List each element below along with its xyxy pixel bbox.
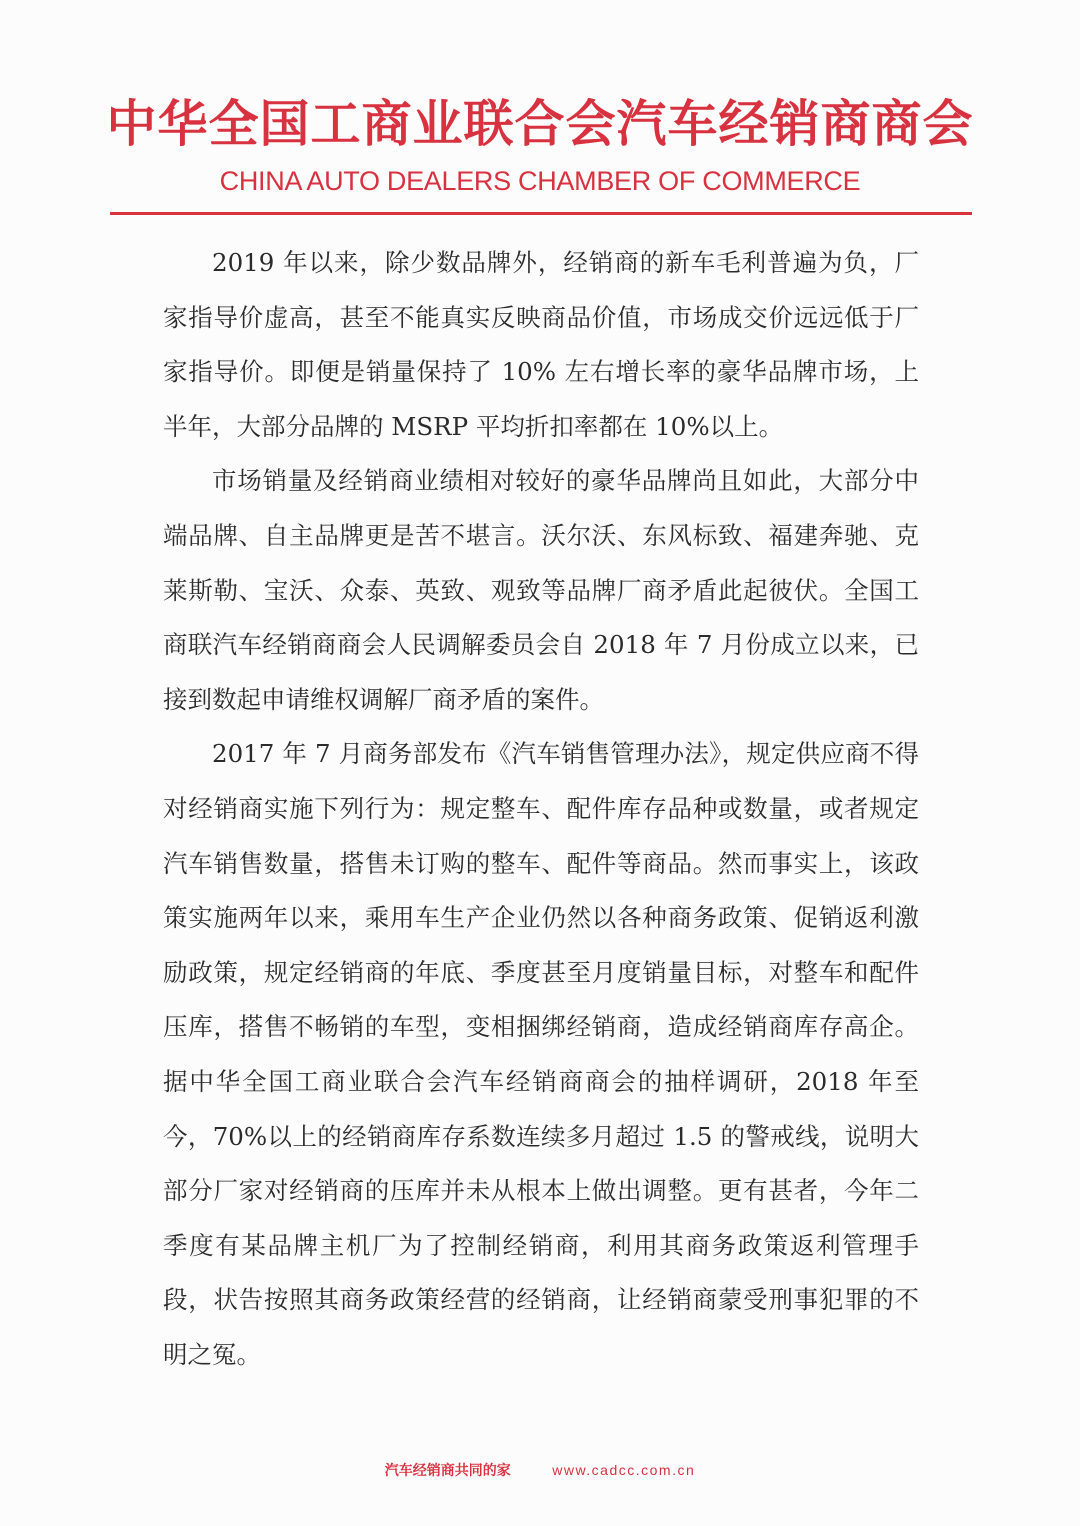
body-paragraph-3: 2017 年 7 月商务部发布《汽车销售管理办法》，规定供应商不得对经销商实施下列行为：规定整车、配件库存品种或数量，或者规定汽车销售数量，搭售未订购的整车、配件等商品。然而事实上，该政策实施两年以来，乘用车生产企业仍然以各种商务政策、促销返利激励政策，规定经销商的年底、季度甚至月度销量目标，对整车和配件压库，搭售不畅销的车型，变相捆绑经销商，造成经销商库存高企。据中华全国工商业联合会汽车经销商商会的抽样调研，2018 年至今，70%以上的经销商库存系数连续多月超过 1.5 的警戒线，说明大部分厂家对经销商的压库并未从根本上做出调整。更有甚者，今年二季度有某品牌主机厂为了控制经销商，利用其商务政策返利管理手段，状告按照其商务政策经营的经销商，让经销商蒙受刑事犯罪的不明之冤。: [163, 739, 919, 1369]
letterhead: [0, 88, 1080, 200]
document-body: [163, 236, 919, 1382]
page-footer: [0, 1460, 1080, 1480]
footer-slogan: 汽车经销商共同的家: [384, 1463, 511, 1479]
body-paragraph-1: 2019 年以来，除少数品牌外，经销商的新车毛利普遍为负，厂家指导价虚高，甚至不能真实反映商品价值，市场成交价远远低于厂家指导价。即便是销量保持了 10% 左右增长率的豪华品牌市场，上半年，大部分品牌的 MSRP 平均折扣率都在 10%以上。: [163, 248, 919, 441]
org-name-chinese: 中华全国工商业联合会汽车经销商商会: [106, 94, 974, 153]
body-paragraph-2: 市场销量及经销商业绩相对较好的豪华品牌尚且如此，大部分中端品牌、自主品牌更是苦不堪言。沃尔沃、东风标致、福建奔驰、克莱斯勒、宝沃、众泰、英致、观致等品牌厂商矛盾此起彼伏。全国工商联汽车经销商商会人民调解委员会自 2018 年 7 月份成立以来，已接到数起申请维权调解厂商矛盾的案件。: [163, 466, 919, 714]
org-name-english: CHINA AUTO DEALERS CHAMBER OF COMMERCE: [219, 166, 861, 196]
letterhead-divider: [110, 212, 972, 215]
footer-url: www.cadcc.com.cn: [552, 1462, 696, 1478]
